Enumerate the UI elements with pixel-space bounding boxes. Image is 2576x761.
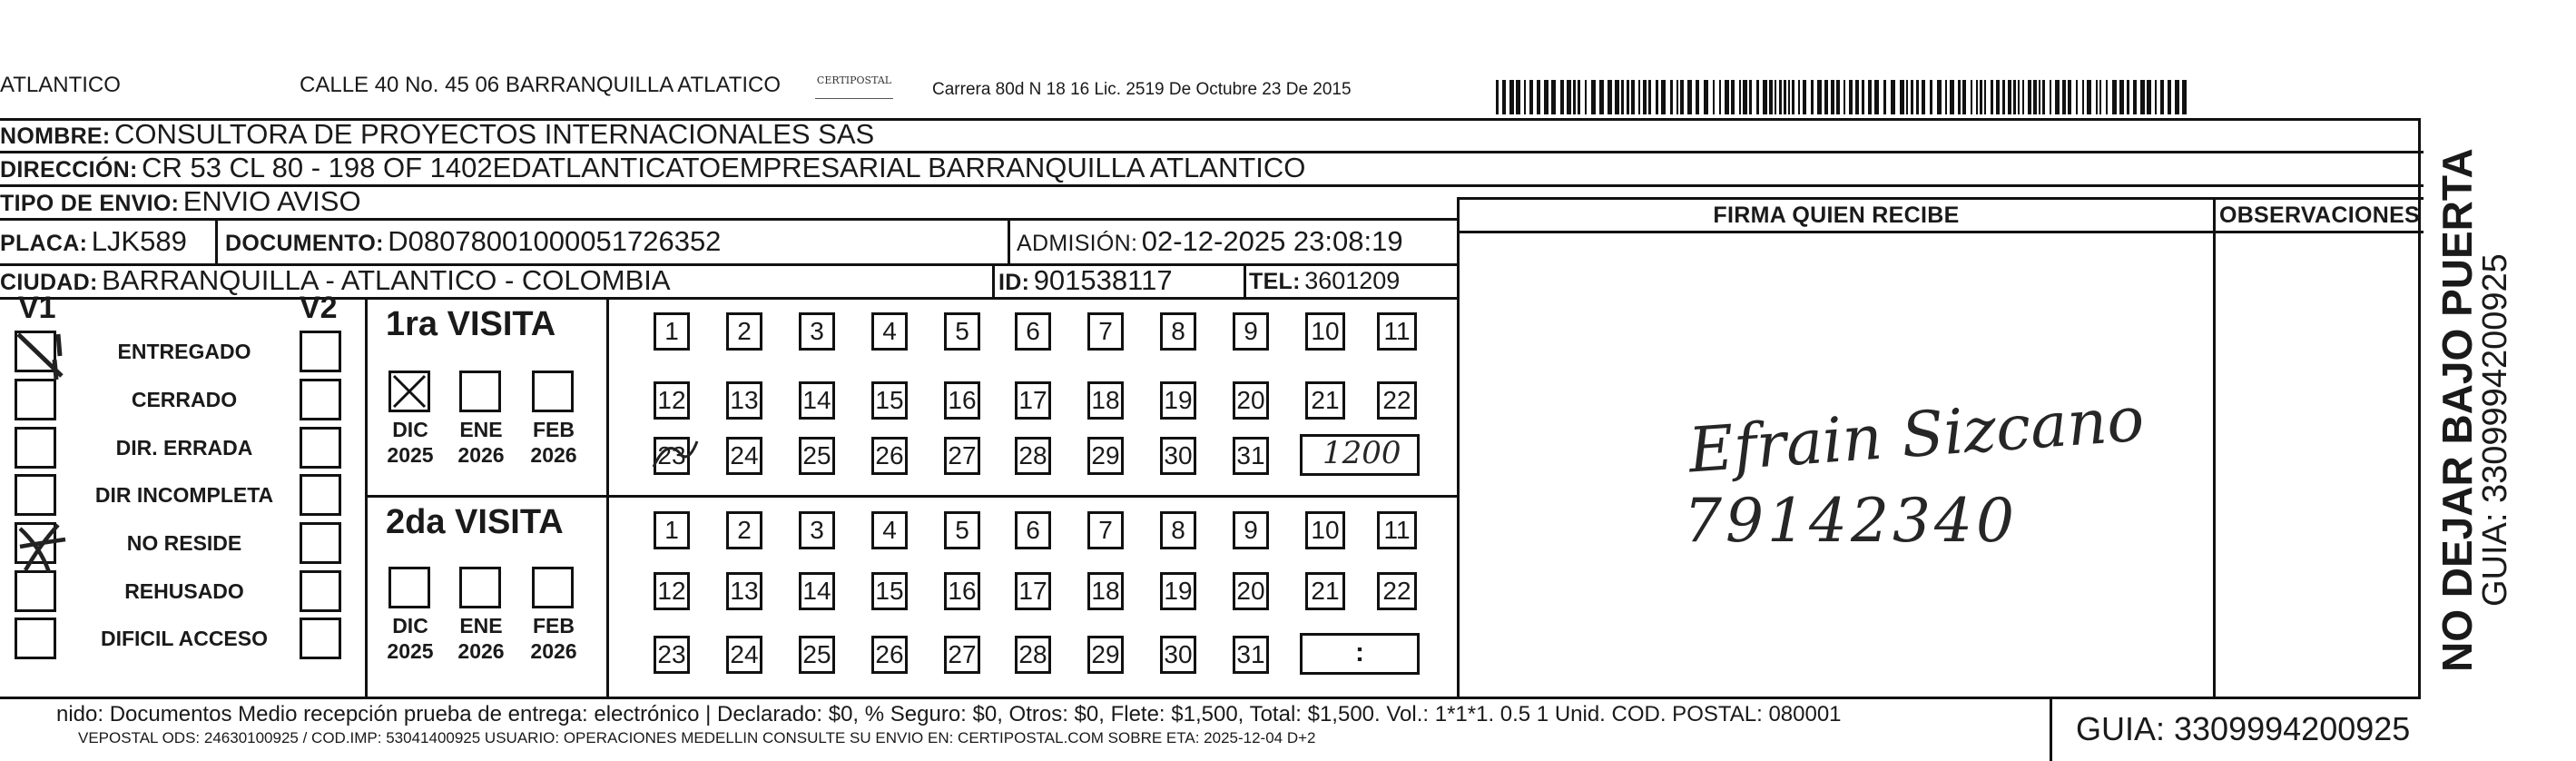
barcode-bar [1496, 80, 1499, 114]
visit1-day-14[interactable]: 14 [799, 381, 835, 420]
barcode-bar [1739, 80, 1741, 114]
barcode-bar [1544, 80, 1549, 114]
barcode-bar [2022, 80, 2024, 114]
v2-checkbox-5[interactable] [300, 570, 341, 612]
visit2-day-12[interactable]: 12 [654, 572, 690, 610]
barcode-bar [1824, 80, 1828, 114]
barcode-bar [1551, 80, 1556, 114]
barcode-bar [1906, 80, 1908, 114]
barcode-bar [2033, 80, 2037, 114]
visit1-day-25[interactable]: 25 [799, 437, 835, 475]
visit1-month-label-2: FEB [533, 418, 575, 441]
visit2-month-label-0: DIC [392, 614, 428, 637]
tel-value: 3601209 [1304, 267, 1401, 294]
placa-label: PLACA: [0, 231, 88, 256]
visit1-month-label-0: DIC [392, 418, 428, 441]
visit1-day-29[interactable]: 29 [1087, 437, 1124, 475]
barcode-bar [1788, 80, 1790, 114]
status-label-3: DIR INCOMPLETA [94, 483, 274, 507]
barcode-bar [1696, 80, 1699, 114]
barcode-bar [2099, 80, 2101, 114]
barcode-bar [2068, 80, 2071, 114]
visit2-year-label-0: 2025 [387, 639, 434, 663]
signature-number: 79142340 [1684, 486, 2018, 556]
barcode-bar [1509, 80, 1514, 114]
visit1-day-28[interactable]: 28 [1015, 437, 1051, 475]
nombre-row [0, 119, 874, 150]
certipostal-logo [815, 74, 893, 99]
visit2-year-label-2: 2026 [530, 639, 577, 663]
visit2-day-22[interactable]: 22 [1377, 572, 1417, 610]
status-label-2: DIR. ERRADA [115, 436, 253, 460]
visit2-day-28[interactable]: 28 [1015, 636, 1051, 674]
visit2-day-13[interactable]: 13 [726, 572, 762, 610]
barcode-bar [1976, 80, 1978, 114]
barcode-bar [1945, 80, 1947, 114]
visit2-day-26[interactable]: 26 [871, 636, 908, 674]
nombre-value: CONSULTORA DE PROYECTOS INTERNACIONALES SAS [114, 118, 875, 150]
visit1-day-27[interactable]: 27 [944, 437, 980, 475]
barcode-bar [1763, 80, 1767, 114]
barcode-bar [2147, 80, 2151, 114]
barcode-bar [1922, 80, 1925, 114]
barcode-bar [2182, 80, 2187, 114]
barcode-bar [2168, 80, 2171, 114]
barcode-bar [2133, 80, 2137, 114]
tipo-row [0, 186, 361, 217]
barcode-bar [1958, 80, 1961, 114]
barcode-bar [1731, 80, 1735, 114]
footer-line1: nido: Documentos Medio recepción prueba de entrega: electrónico | Declarado: $0, % Seguro: $0, Otros: $0, Flete: $1,500, Total: $1,500. Vol.: 1*1*1. 0.5 1 Unid. COD. POSTAL: 080001 [56, 702, 1842, 726]
visit1-day-31[interactable]: 31 [1233, 437, 1269, 475]
barcode-bar [2002, 80, 2005, 114]
visit1-year-label-0: 2025 [387, 443, 434, 467]
barcode-bar [1656, 80, 1658, 114]
visit1-time-written: 1200 [1322, 435, 1401, 471]
visit2-day-24[interactable]: 24 [726, 636, 762, 674]
visit1-day-13[interactable]: 13 [726, 381, 762, 420]
admision-value: 02-12-2025 23:08:19 [1141, 225, 1403, 257]
barcode-bar [1591, 80, 1596, 114]
side-warning: NO DEJAR BAJO PUERTA [2433, 148, 2481, 672]
visit2-day-27[interactable]: 27 [944, 636, 980, 674]
direccion-label: DIRECCIÓN: [0, 157, 138, 183]
visit1-day-15[interactable]: 15 [871, 381, 908, 420]
ciudad-label: CIUDAD: [0, 270, 98, 295]
visit2-day-10[interactable]: 10 [1305, 511, 1345, 549]
nombre-label: NOMBRE: [0, 124, 111, 149]
barcode-bar [1648, 80, 1651, 114]
barcode-bar [2008, 80, 2011, 114]
visit2-day-11[interactable]: 11 [1377, 511, 1417, 549]
barcode-bar [1937, 80, 1942, 114]
barcode-bar [1719, 80, 1721, 114]
visit1-day-21[interactable]: 21 [1305, 381, 1345, 420]
barcode-bar [2050, 80, 2051, 114]
visit1-day-23[interactable]: 23 [654, 437, 690, 475]
direccion-row [0, 153, 1305, 183]
barcode-bar [1615, 80, 1619, 114]
barcode-bar [2018, 80, 2020, 114]
tel-label: TEL: [1249, 269, 1301, 294]
barcode-bar [2106, 80, 2108, 114]
visit1-month-label-1: ENE [459, 418, 503, 441]
admision-cell [1017, 223, 1403, 265]
barcode-bar [1537, 80, 1540, 114]
barcode-bar [1868, 80, 1872, 114]
barcode-bar [1980, 80, 1982, 114]
visit2-day-19[interactable]: 19 [1160, 572, 1196, 610]
barcode-bar [1862, 80, 1864, 114]
tipo-value: ENVIO AVISO [182, 185, 361, 217]
v2-checkbox-1[interactable] [300, 379, 341, 420]
barcode-bar [1529, 80, 1533, 114]
barcode-bar [2096, 80, 2098, 114]
visit1-month-checkbox-0[interactable] [388, 371, 430, 412]
barcode-bar [1984, 80, 1986, 114]
visit1-day-1[interactable]: 1 [654, 312, 690, 351]
barcode-bar [1911, 80, 1913, 114]
visit2-day-17[interactable]: 17 [1015, 572, 1051, 610]
status-label-1: CERRADO [131, 388, 238, 411]
v2-checkbox-2[interactable] [300, 427, 341, 469]
observaciones-header: OBSERVACIONES [2218, 203, 2421, 228]
visit2-day-21[interactable]: 21 [1305, 572, 1345, 610]
visit1-day-18[interactable]: 18 [1087, 381, 1124, 420]
barcode-bar [1996, 80, 2000, 114]
barcode-bar [1817, 80, 1822, 114]
barcode-bar [1798, 80, 1800, 114]
side-guia: GUIA: 3309994200925 [2476, 253, 2514, 607]
visit1-title: 1ra VISITA [386, 305, 556, 343]
visit1-day-20[interactable]: 20 [1233, 381, 1269, 420]
barcode-bar [1516, 80, 1520, 114]
barcode-bar [1811, 80, 1814, 114]
header-address: CALLE 40 No. 45 06 BARRANQUILLA ATLATICO [300, 73, 782, 97]
v2-checkbox-0[interactable] [300, 331, 341, 372]
barcode-bar [1775, 80, 1776, 114]
barcode-bar [1849, 80, 1853, 114]
logo-text: CERTIPOSTAL [816, 74, 892, 86]
visit2-month-label-2: FEB [533, 614, 575, 637]
visit2-day-16[interactable]: 16 [944, 572, 980, 610]
visit1-day-24[interactable]: 24 [726, 437, 762, 475]
barcode-bar [2140, 80, 2145, 114]
barcode-bar [1792, 80, 1794, 114]
visit2-day-1[interactable]: 1 [654, 511, 690, 549]
barcode-bar [2112, 80, 2117, 114]
barcode-bar [2155, 80, 2157, 114]
placa-value: LJK589 [91, 225, 187, 257]
visit2-day-14[interactable]: 14 [799, 572, 835, 610]
barcode-bar [1891, 80, 1895, 114]
barcode-bar [1524, 80, 1526, 114]
barcode-bar [1883, 80, 1886, 114]
tipo-label: TIPO DE ENVIO: [0, 191, 180, 216]
barcode-bar [1631, 80, 1635, 114]
visit2-title: 2da VISITA [386, 503, 564, 541]
footer-guia: GUIA: 3309994200925 [2076, 710, 2411, 747]
visit2-day-18[interactable]: 18 [1087, 572, 1124, 610]
status-label-5: REHUSADO [124, 579, 244, 603]
visit1-day-11[interactable]: 11 [1377, 312, 1417, 351]
visit1-day-30[interactable]: 30 [1160, 437, 1196, 475]
barcode-bar [1578, 80, 1580, 114]
barcode-bar [2013, 80, 2016, 114]
visit2-day-7[interactable]: 7 [1087, 511, 1124, 549]
firma-header: FIRMA QUIEN RECIBE [1713, 203, 1960, 228]
barcode-bar [2175, 80, 2179, 114]
visit2-day-20[interactable]: 20 [1233, 572, 1269, 610]
barcode-bar [1713, 80, 1715, 114]
barcode-bar [1844, 80, 1845, 114]
barcode-bar [1704, 80, 1708, 114]
check-mark-no-reside [13, 519, 71, 576]
barcode-bar [1991, 80, 1993, 114]
barcode-bar [1831, 80, 1834, 114]
visit2-year-label-1: 2026 [457, 639, 505, 663]
barcode [1496, 80, 2193, 114]
admision-label: ADMISIÓN: [1017, 231, 1138, 256]
visit2-day-6[interactable]: 6 [1015, 511, 1051, 549]
visit2-month-checkbox-2[interactable] [532, 567, 574, 608]
header-region: ATLANTICO [0, 73, 121, 97]
visit2-month-checkbox-1[interactable] [459, 567, 501, 608]
barcode-bar [1950, 80, 1954, 114]
barcode-bar [1784, 80, 1786, 114]
visit2-day-23[interactable]: 23 [654, 636, 690, 674]
visit2-time-field[interactable] [1300, 633, 1420, 675]
barcode-bar [1560, 80, 1564, 114]
id-cell [998, 265, 1173, 301]
signature-name: Efrain Sizcano [1686, 383, 2147, 488]
tel-cell [1249, 265, 1400, 301]
barcode-bar [1643, 80, 1647, 114]
id-label: ID: [998, 270, 1030, 295]
visit1-day-10[interactable]: 10 [1305, 312, 1345, 351]
barcode-bar [1502, 80, 1506, 114]
barcode-bar [1567, 80, 1571, 114]
barcode-bar [2028, 80, 2031, 114]
v1-label: V1 [18, 291, 56, 325]
visit2-day-2[interactable]: 2 [726, 511, 762, 549]
barcode-bar [1599, 80, 1604, 114]
barcode-bar [1670, 80, 1673, 114]
barcode-bar [1803, 80, 1806, 114]
status-label-0: ENTREGADO [117, 340, 251, 363]
barcode-bar [2039, 80, 2040, 114]
visit1-month-checkbox-1[interactable] [459, 371, 501, 412]
documento-cell [225, 223, 721, 265]
barcode-bar [1608, 80, 1612, 114]
barcode-bar [1680, 80, 1684, 114]
visit2-month-checkbox-0[interactable] [388, 567, 430, 608]
visit1-day-19[interactable]: 19 [1160, 381, 1196, 420]
barcode-bar [1725, 80, 1729, 114]
barcode-bar [1971, 80, 1972, 114]
visit1-day-2[interactable]: 2 [726, 312, 762, 351]
barcode-bar [1769, 80, 1773, 114]
visit2-day-31[interactable]: 31 [1233, 636, 1269, 674]
v2-checkbox-4[interactable] [300, 522, 341, 564]
visit1-day-6[interactable]: 6 [1015, 312, 1051, 351]
footer-line2: VEPOSTAL ODS: 24630100925 / COD.IMP: 53041400925 USUARIO: OPERACIONES MEDELLIN CONSULTE SU ENVIO EN: CERTIPOSTAL.COM SOBRE ETA: 2025-12-04 D+2 [78, 729, 1316, 746]
documento-label: DOCUMENTO: [225, 231, 384, 256]
visit1-day-26[interactable]: 26 [871, 437, 908, 475]
id-value: 901538117 [1033, 264, 1173, 296]
visit1-day-16[interactable]: 16 [944, 381, 980, 420]
barcode-bar [1756, 80, 1759, 114]
visit2-day-4[interactable]: 4 [871, 511, 908, 549]
visit2-day-25[interactable]: 25 [799, 636, 835, 674]
barcode-bar [1779, 80, 1782, 114]
barcode-bar [1749, 80, 1752, 114]
visit1-day-5[interactable]: 5 [944, 312, 980, 351]
v2-checkbox-3[interactable] [300, 474, 341, 516]
visit2-day-9[interactable]: 9 [1233, 511, 1269, 549]
barcode-bar [1900, 80, 1904, 114]
barcode-bar [1638, 80, 1640, 114]
visit1-time-field[interactable] [1300, 434, 1420, 476]
visit1-day-4[interactable]: 4 [871, 312, 908, 351]
barcode-bar [1585, 80, 1587, 114]
v2-checkbox-6[interactable] [300, 618, 341, 659]
barcode-bar [1855, 80, 1859, 114]
barcode-bar [2082, 80, 2084, 114]
barcode-bar [1930, 80, 1932, 114]
barcode-bar [1874, 80, 1879, 114]
barcode-bar [1836, 80, 1840, 114]
visit1-day-17[interactable]: 17 [1015, 381, 1051, 420]
barcode-bar [2127, 80, 2129, 114]
header-license: Carrera 80d N 18 16 Lic. 2519 De Octubre 23 De 2015 [932, 80, 1352, 99]
barcode-bar [2055, 80, 2060, 114]
visit2-time-sep: : [1355, 637, 1364, 667]
placa-cell [0, 223, 187, 265]
ciudad-value: BARRANQUILLA - ATLANTICO - COLOMBIA [102, 264, 671, 296]
visit2-day-3[interactable]: 3 [799, 511, 835, 549]
visit2-day-15[interactable]: 15 [871, 572, 908, 610]
barcode-bar [2119, 80, 2124, 114]
visit1-day-3[interactable]: 3 [799, 312, 835, 351]
documento-value: D0807800100005172635​2 [388, 225, 722, 257]
barcode-bar [1573, 80, 1576, 114]
day23-scribble [648, 434, 703, 478]
status-label-4: NO RESIDE [126, 531, 242, 555]
barcode-bar [2160, 80, 2164, 114]
barcode-bar [1627, 80, 1629, 114]
barcode-bar [2076, 80, 2078, 114]
barcode-bar [1661, 80, 1666, 114]
visit1-day-9[interactable]: 9 [1233, 312, 1269, 351]
visit2-month-label-1: ENE [459, 614, 503, 637]
barcode-bar [1962, 80, 1966, 114]
visit2-day-8[interactable]: 8 [1160, 511, 1196, 549]
visit1-day-7[interactable]: 7 [1087, 312, 1124, 351]
barcode-bar [1743, 80, 1747, 114]
visit1-day-22[interactable]: 22 [1377, 381, 1417, 420]
visit1-day-12[interactable]: 12 [654, 381, 690, 420]
barcode-bar [1676, 80, 1678, 114]
barcode-bar [2087, 80, 2091, 114]
barcode-bar [1687, 80, 1692, 114]
footer-guia-box [2050, 699, 2424, 761]
barcode-bar [2042, 80, 2045, 114]
visit1-year-label-2: 2026 [530, 443, 577, 467]
visit2-day-29[interactable]: 29 [1087, 636, 1124, 674]
barcode-bar [1916, 80, 1919, 114]
v2-label: V2 [300, 291, 338, 325]
status-label-6: DIFICIL ACCESO [100, 627, 268, 650]
barcode-bar [1621, 80, 1624, 114]
visit1-year-label-1: 2026 [457, 443, 505, 467]
visit2-day-5[interactable]: 5 [944, 511, 980, 549]
barcode-bar [2062, 80, 2066, 114]
visit1-month-checkbox-2[interactable] [532, 371, 574, 412]
direccion-value: CR 53 CL 80 - 198 OF 1402EDATLANTICATOEMPRESARIAL BARRANQUILLA ATLANTICO [142, 152, 1306, 183]
check-mark-entregado [13, 329, 67, 381]
visit2-day-30[interactable]: 30 [1160, 636, 1196, 674]
visit1-day-8[interactable]: 8 [1160, 312, 1196, 351]
